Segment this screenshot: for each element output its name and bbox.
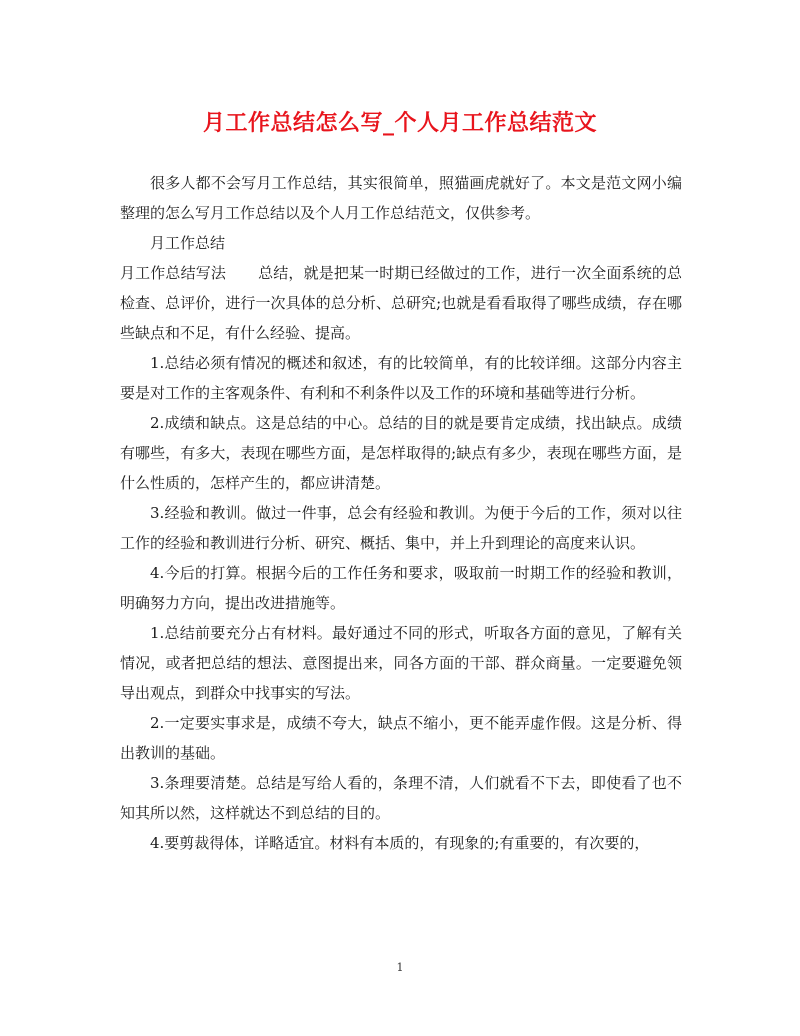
body-paragraph-2: 2.成绩和缺点。这是总结的中心。总结的目的就是要肯定成绩，找出缺点。成绩有哪些，有多大，表现在哪些方面，是怎样取得的;缺点有多少，表现在哪些方面，是什么性质的，怎样产生的，都应讲清楚。 [120,414,682,492]
body-paragraph-8: 4.要剪裁得体，详略适宜。材料有本质的，有现象的;有重要的，有次要的， [150,834,650,852]
intro-paragraph: 很多人都不会写月工作总结，其实很简单，照猫画虎就好了。本文是范文网小编整理的怎么写月工作总结以及个人月工作总结范文，仅供参考。 [120,174,682,222]
body-paragraph-4: 4.今后的打算。根据今后的工作任务和要求，吸取前一时期工作的经验和教训，明确努力方向，提出改进措施等。 [120,564,682,612]
document-body [120,168,682,858]
body-paragraph-1: 1.总结必须有情况的概述和叙述，有的比较简单，有的比较详细。这部分内容主要是对工作的主客观条件、有利和不利条件以及工作的环境和基础等进行分析。 [120,354,682,402]
body-paragraph-6: 2.一定要实事求是，成绩不夸大，缺点不缩小，更不能弄虚作假。这是分析、得出教训的基础。 [120,714,682,762]
page-number: 1 [396,961,404,974]
section-heading: 月工作总结 [150,234,226,252]
body-paragraph-5: 1.总结前要充分占有材料。最好通过不同的形式，听取各方面的意见，了解有关情况，或者把总结的想法、意图提出来，同各方面的干部、群众商量。一定要避免领导出观点，到群众中找事实的写法。 [120,624,682,702]
method-paragraph [120,258,682,348]
method-label: 月工作总结写法 [120,264,226,282]
method-text: 总结，就是把某一时期已经做过的工作，进行一次全面系统的总检查、总评价，进行一次具体的总分析、总研究;也就是看看取得了哪些成绩，存在哪些缺点和不足，有什么经验、提高。 [120,264,682,342]
body-paragraph-3: 3.经验和教训。做过一件事，总会有经验和教训。为便于今后的工作，须对以往工作的经验和教训进行分析、研究、概括、集中，并上升到理论的高度来认识。 [120,504,682,552]
body-paragraph-7: 3.条理要清楚。总结是写给人看的，条理不清，人们就看不下去，即使看了也不知其所以然，这样就达不到总结的目的。 [120,774,682,822]
document-title: 月工作总结怎么写_个人月工作总结范文 [202,110,597,136]
